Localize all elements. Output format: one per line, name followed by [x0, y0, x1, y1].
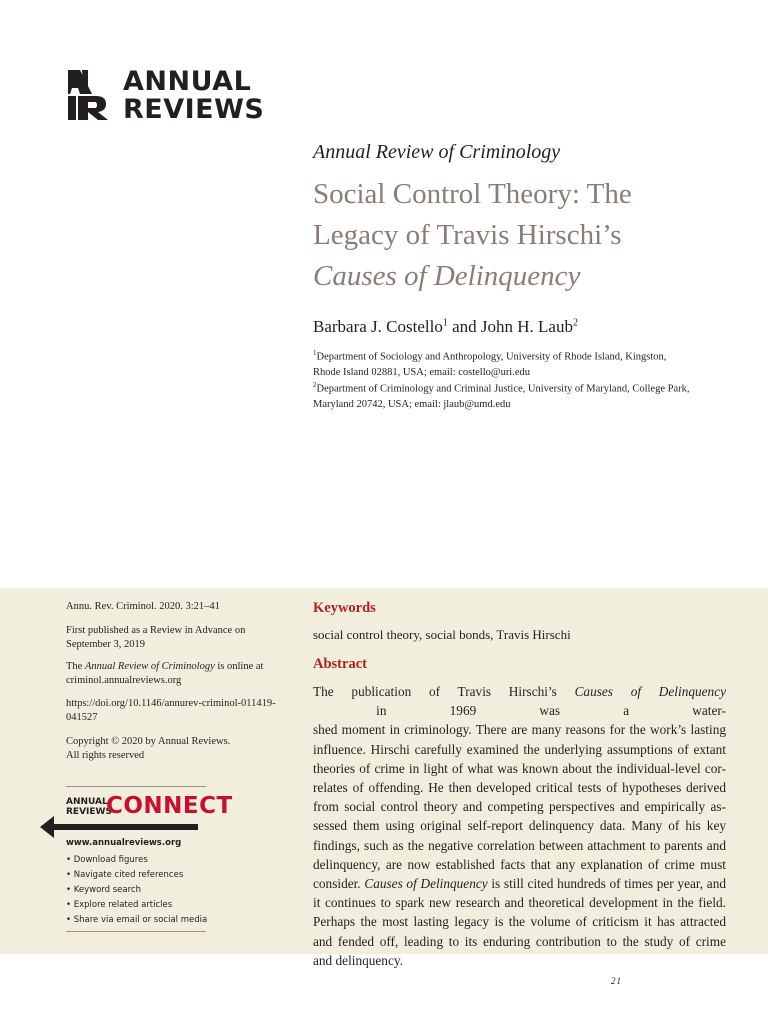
title-line-1: Social Control Theory: The: [313, 178, 632, 210]
abstract-line-4: theories of crime in light of what was known about the individual-level cor-: [313, 760, 726, 776]
citation-info: Annu. Rev. Criminol. 2020. 3:21–41: [66, 601, 220, 612]
online-post: is online at: [214, 661, 264, 672]
abstract-line-8: findings, such as the negative correlation between attachment to parents and: [313, 837, 726, 853]
abstract-line-7: sessed them using original self-report delinquency data. Many of his key: [313, 818, 726, 834]
online-pre: The: [66, 661, 85, 672]
abstract-l10-italic: Causes of Delinquency: [364, 876, 488, 892]
abstract-body: [313, 682, 726, 970]
abstract-heading: Abstract: [313, 656, 367, 672]
copyright-line-2: All rights reserved: [66, 749, 145, 761]
title-line-2: Legacy of Travis Hirschi’s: [313, 219, 622, 251]
affil-2-mark: 2: [313, 381, 317, 389]
left-arrow-icon: [40, 814, 200, 840]
author-2-affil-mark: 2: [572, 317, 578, 329]
annual-reviews-logo: [66, 68, 266, 124]
copyright-line-1: Copyright © 2020 by Annual Reviews.: [66, 736, 231, 747]
connect-url[interactable]: www.annualreviews.org: [66, 838, 182, 848]
title-line-3: Causes of Delinquency: [313, 260, 581, 292]
affil-2-line-2: Maryland 20742, USA; email: jlaub@umd.edu: [313, 398, 511, 410]
affil-1-mark: 1: [313, 349, 317, 357]
abstract-line-13: and fended off, leading to its enduring contribution to the study of crime: [313, 933, 726, 949]
abstract-l1-post: in 1969 was a water-: [313, 703, 726, 719]
connect-item-share: • Share via email or social media: [66, 915, 208, 925]
abstract-line-2: shed moment in criminology. There are many reasons for the work’s lasting: [313, 722, 726, 738]
online-url[interactable]: criminol.annualreviews.org: [66, 674, 182, 686]
author-1: Barbara J. Costello: [313, 317, 443, 336]
connect-reviews-word: REVIEWS: [66, 807, 112, 817]
logo-line-annual: ANNUAL: [123, 66, 252, 97]
logo-wordmark: [123, 68, 264, 124]
copyright-notice: [66, 735, 288, 762]
abstract-l10-pre: consider.: [313, 876, 365, 892]
connect-annual-word: ANNUAL: [66, 797, 108, 807]
publication-date: [66, 624, 288, 651]
logo-line-reviews: REVIEWS: [123, 94, 265, 125]
doi-link[interactable]: [66, 697, 288, 724]
page-number: 21: [611, 976, 622, 986]
connect-item-navigate-references: • Navigate cited references: [66, 870, 184, 880]
article-title: [313, 174, 733, 297]
abstract-line-6: from social control theory and competing perspectives and empirically as-: [313, 799, 726, 815]
abstract-line-12: Perhaps the most lasting legacy is the volume of criticism it has attracted: [313, 914, 726, 930]
published-line-2: September 3, 2019: [66, 638, 146, 650]
published-line-1: First published as a Review in Advance on: [66, 625, 246, 636]
abstract-line-3: influence. Hirschi carefully examined the underlying assumptions of extant: [313, 741, 726, 757]
doi-line-2: 041527: [66, 711, 98, 723]
doi-line-1: https://doi.org/10.1146/annurev-criminol-011419-: [66, 698, 276, 709]
ar-logo-mark-icon: [66, 68, 116, 122]
author-joiner: and: [447, 317, 481, 336]
affil-1-line-1: Department of Sociology and Anthropology, University of Rhode Island, Kingston,: [316, 351, 667, 363]
abstract-line-9: delinquency, are now established facts that any explanation of crime must: [313, 856, 726, 872]
affiliation-2: [313, 378, 713, 412]
abstract-line-11: it continues to spark new research and theoretical development in the field.: [313, 895, 726, 911]
keywords-text: social control theory, social bonds, Travis Hirschi: [313, 627, 571, 642]
affil-1-line-2: Rhode Island 02881, USA; email: costello@uri.edu: [313, 366, 531, 378]
journal-name: Annual Review of Criminology: [313, 141, 561, 163]
affil-2-line-1: Department of Criminology and Criminal Justice, University of Maryland, College Park,: [316, 383, 690, 395]
keywords-heading: Keywords: [313, 600, 376, 616]
abstract-l1-italic: Causes of Delinquency: [574, 684, 726, 699]
author-2: John H. Laub: [480, 317, 573, 336]
abstract-line-10: [313, 874, 726, 893]
connect-top-divider: [66, 786, 206, 787]
abstract-line-14: and delinquency.: [313, 952, 403, 968]
connect-features-list: [66, 853, 207, 928]
abstract-l10-post: is still cited hundreds of times per year, and: [487, 876, 726, 892]
online-notice: [66, 660, 288, 687]
author-1-affil-mark: 1: [442, 317, 448, 329]
connect-bottom-divider: [66, 931, 206, 932]
connect-title: CONNECT: [106, 793, 233, 819]
abstract-l1-pre: The publication of Travis Hirschi’s: [313, 684, 575, 699]
connect-item-related-articles: • Explore related articles: [66, 900, 173, 910]
affiliation-1: [313, 346, 713, 380]
abstract-line-1: [313, 682, 726, 720]
author-list: [313, 317, 578, 337]
abstract-line-5: relates of offending. He then developed critical tests of hypotheses derived: [313, 780, 726, 796]
connect-item-download-figures: • Download figures: [66, 855, 148, 865]
online-journal: Annual Review of Criminology: [84, 661, 215, 672]
connect-item-keyword-search: • Keyword search: [66, 885, 141, 895]
